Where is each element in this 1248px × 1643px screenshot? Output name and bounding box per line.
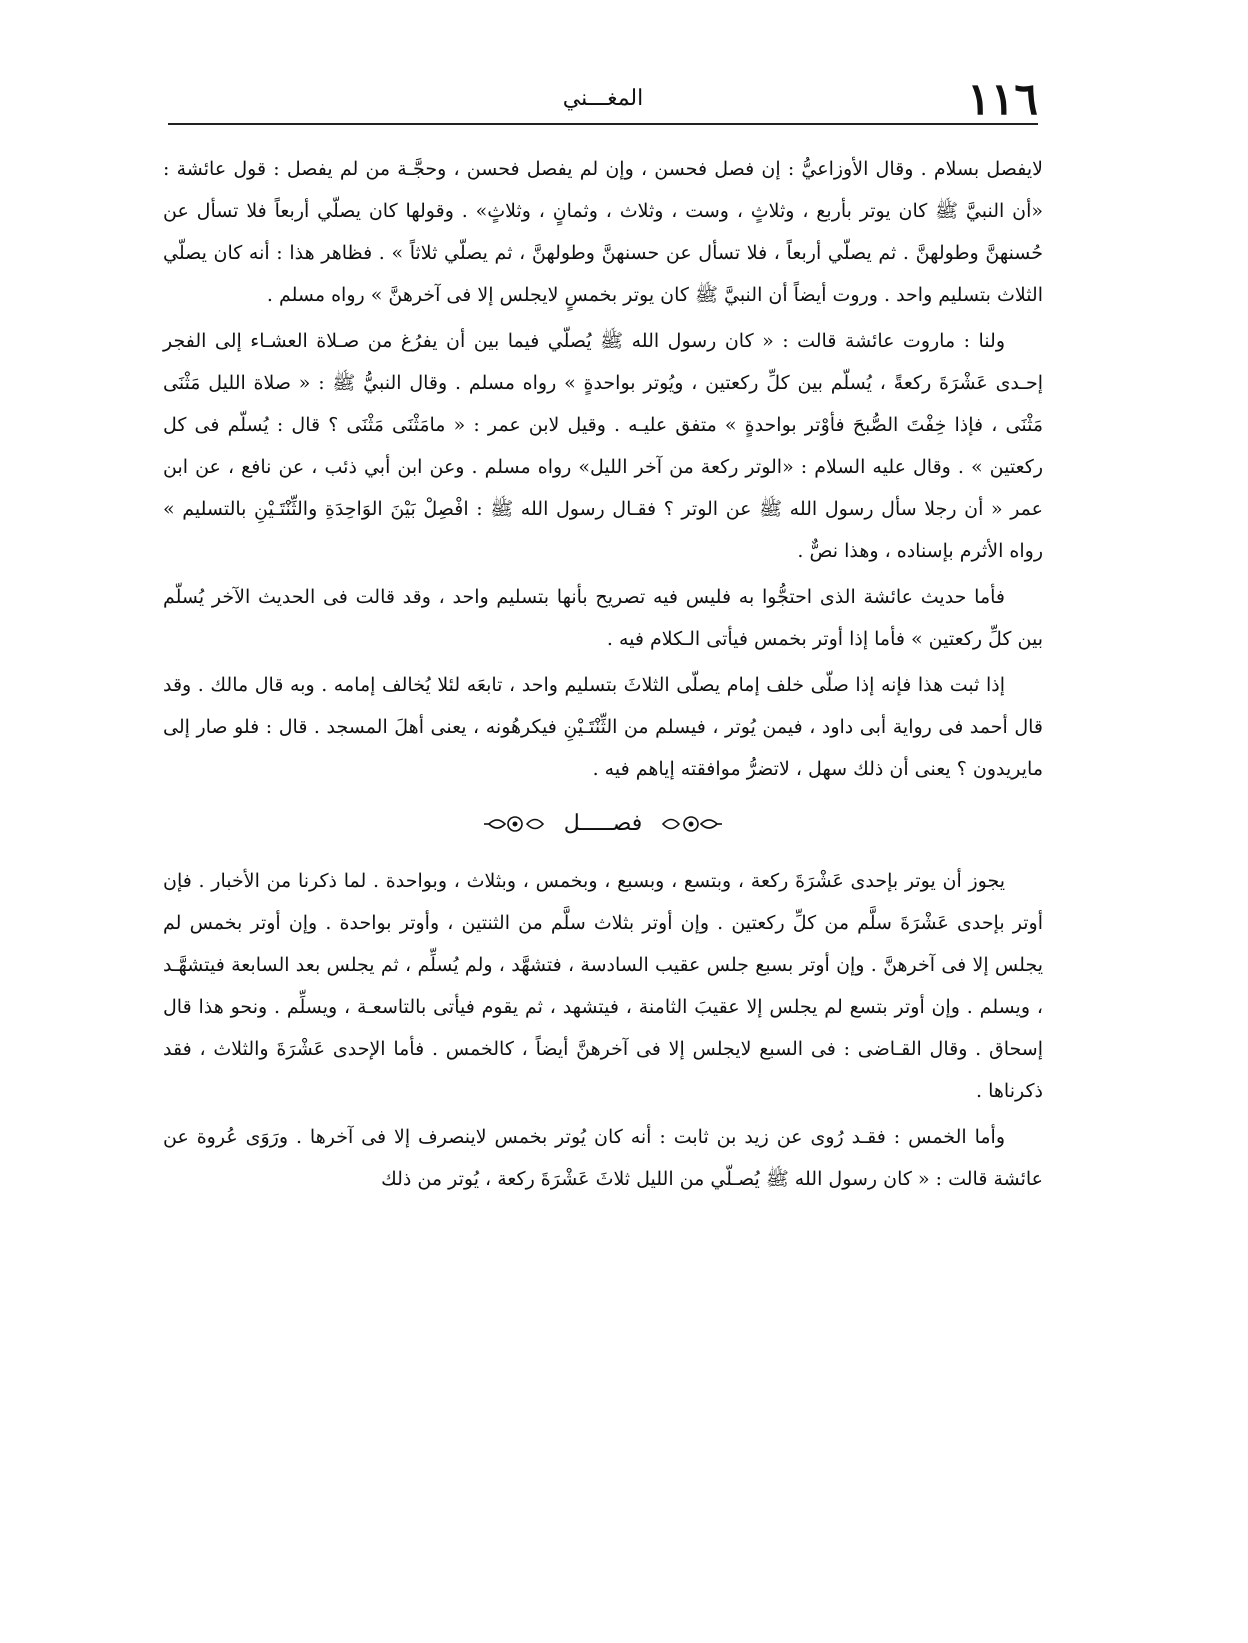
paragraph: لايفصل بسلام . وقال الأوزاعيُّ : إن فصل فحسن ، وإن لم يفصل فحسن ، وحجَّـة من لم يفصل : قول عائشة : «أن النبيَّ ﷺ كان يوتر بأربع ، وثلاثٍ ، وست ، وثلاث ، وثمانٍ ، وثلاثٍ» . وقولها كان يصلّي أربعاً فلا تسأل عن حُسنهنَّ وطولهنَّ . ثم يصلّي أربعاً ، فلا تسأل عن حسنهنَّ وطولهنَّ ، ثم يصلّي ثلاثاً » . فظاهر هذا : أنه كان يصلّي الثلاث بتسليم واحد . وروت أيضاً أن النبيَّ ﷺ كان يوتر بخمسٍ لايجلس إلا فى آخرهنَّ » رواه مسلم .	[163, 158, 1043, 306]
ornament-left-icon	[661, 813, 723, 835]
page-number: ١١٦	[967, 74, 1038, 125]
paragraph: يجوز أن يوتر بإحدى عَشْرَةَ ركعة ، وبتسع ، وبسبع ، وبخمس ، وبثلاث ، وبواحدة . لما ذكرنا من الأخبار . فإن أوتر بإحدى عَشْرَةَ سلَّم من كلِّ ركعتين . وإن أوتر بثلاث سلَّم من الثنتين ، وأوتر بواحدة . وإن أوتر بخمس لم يجلس إلا فى آخرهنَّ . وإن أوتر بسبع جلس عقيب السادسة ، فتشهَّد ، ولم يُسلِّم ، ثم يجلس بعد السابعة فيتشهَّـد ، ويسلم . وإن أوتر بتسع لم يجلس إلا عقيبَ الثامنة ، فيتشهد ، ثم يقوم فيأتى بالتاسعـة ، ويسلِّم . ونحو هذا قال إسحاق . وقال القـاضى : فى السبع لايجلس إلا فى آخرهنَّ أيضاً ، كالخمس . فأما الإحدى عَشْرَةَ والثلاث ، فقد ذكرناها .	[163, 870, 1043, 1102]
running-title: المغـــني	[562, 86, 644, 111]
paragraph: إذا ثبت هذا فإنه إذا صلّى خلف إمام يصلّى الثلاثَ بتسليم واحد ، تابعَه لئلا يُخالف إمامه . وبه قال مالك . وقد قال أحمد فى رواية أبى داود ، فيمن يُوتر ، فيسلم من الثِّنْتَـيْنِ فيكرهُونه ، يعنى أهلَ المسجد . قال : فلو صار إلى مايريدون ؟ يعنى أن ذلك سهل ، لاتضرُّ موافقته إياهم فيه .	[163, 674, 1043, 780]
page-header	[168, 74, 1038, 125]
section-heading-text: فصـــــل	[563, 811, 643, 836]
body-text	[163, 148, 1043, 1204]
paragraph: وأما الخمس : فقـد رُوى عن زيد بن ثابت : أنه كان يُوتر بخمس لاينصرف إلا فى آخرها . ورَوَى عُروة عن عائشة قالت : « كان رسول الله ﷺ يُصـلّي من الليل ثلاثَ عَشْرَةَ ركعة ، يُوتر من ذلك	[163, 1126, 1043, 1190]
header-rule	[168, 123, 1038, 125]
ornament-right-icon	[483, 813, 545, 835]
paragraph: ولنا : ماروت عائشة قالت : « كان رسول الله ﷺ يُصلّي فيما بين أن يفرُغ من صـلاة العشـاء إلى الفجر إحـدى عَشْرَةَ ركعةً ، يُسلّم بين كلِّ ركعتين ، ويُوتر بواحدةٍ » رواه مسلم . وقال النبيُّ ﷺ : « صلاة الليل مَثْنَى مَثْنَى ، فإذا خِفْتَ الصُّبحَ فأوْتر بواحدةٍ » متفق عليـه . وقيل لابن عمر : « مامَثْنَى مَثْنَى ؟ قال : يُسلّم فى كل ركعتين » . وقال عليه السلام : «الوتر ركعة من آخر الليل» رواه مسلم . وعن ابن أبي ذئب ، عن نافع ، عن ابن عمر « أن رجلا سأل رسول الله ﷺ عن الوتر ؟ فقـال رسول الله ﷺ : افْصِلْ بَيْنَ الوَاحِدَةِ والثِّنْتَـيْنِ بالتسليم » رواه الأثرم بإسناده ، وهذا نصٌّ .	[163, 330, 1043, 562]
section-heading	[163, 804, 1043, 844]
paragraph: فأما حديث عائشة الذى احتجُّوا به فليس فيه تصريح بأنها بتسليم واحد ، وقد قالت فى الحديث الآخر يُسلّم بين كلِّ ركعتين » فأما إذا أوتر بخمس فيأتى الـكلام فيه .	[163, 586, 1043, 650]
